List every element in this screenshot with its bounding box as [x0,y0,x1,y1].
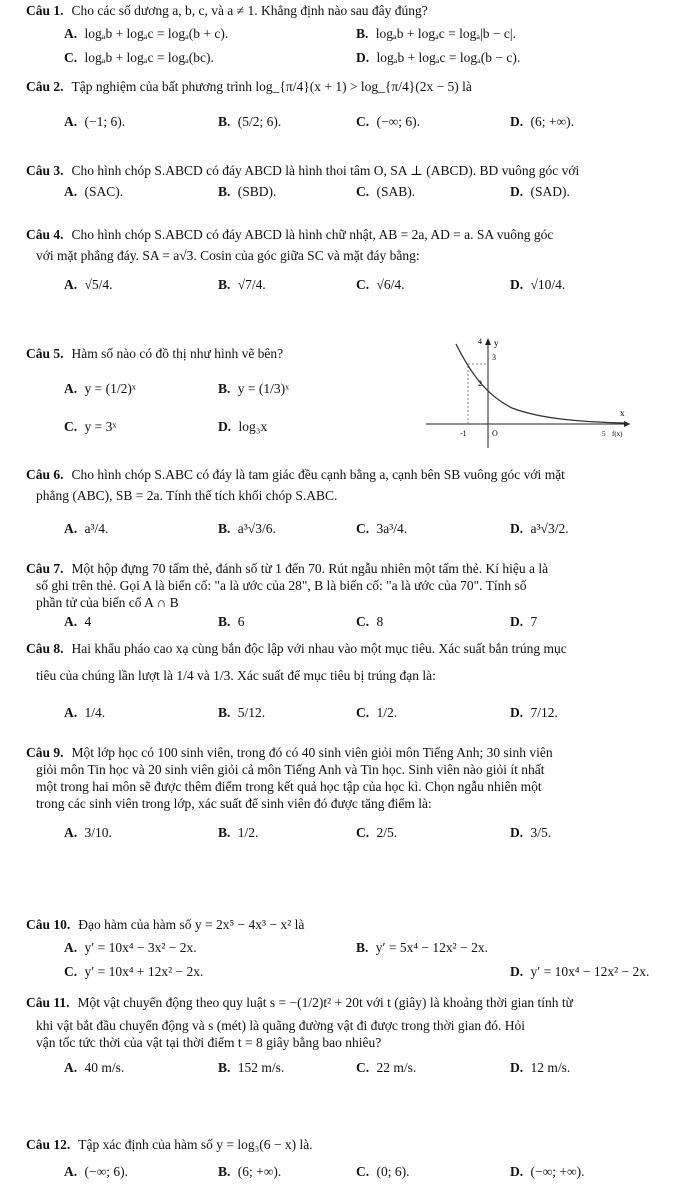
curve-label: f(x) [612,430,623,438]
y-axis-arrow-icon [485,338,491,345]
option-d[interactable]: D. log₃x [218,419,268,434]
option-b[interactable]: B. 152 m/s. [218,1060,285,1075]
question-text: tiêu của chúng lần lượt là 1/4 và 1/3. Xác suất để mục tiêu bị trúng đạn là: [36,668,436,683]
option-d[interactable]: D. (SAD). [510,184,570,199]
question-text: Cho hình chóp S.ABCD có đáy ABCD là hình thoi tâm O, SA ⊥ (ABCD). BD vuông góc với [71,163,580,178]
question-7 [26,560,679,633]
question-label: Câu 12. [26,1137,71,1152]
option-d[interactable]: D. (−∞; +∞). [510,1164,585,1179]
question-text: Tập xác định của hàm số y = log₃(6 − x) là. [78,1137,313,1152]
option-a[interactable]: A. (SAC). [64,184,124,199]
option-b[interactable]: B. √7/4. [218,277,266,292]
question-1 [26,2,679,69]
option-c[interactable]: C. 1/2. [356,705,398,720]
option-b[interactable]: B. y = (1/3)ˣ [218,381,290,396]
question-label: Câu 4. [26,227,64,242]
question-text: phẳng (ABC), SB = 2a. Tính thể tích khối chóp S.ABC. [36,488,338,503]
question-2 [26,78,679,133]
question-label: Câu 7. [26,561,64,576]
y-label: y [494,338,499,348]
question-text: với mặt phẳng đáy. SA = a√3. Cosin của góc giữa SC và mặt đáy bằng: [36,248,420,263]
question-text: Tập nghiệm của bất phương trình log_{π/4}(x + 1) > log_{π/4}(2x − 5) là [71,79,472,94]
option-d[interactable]: D. y′ = 10x⁴ − 12x² − 2x. [510,964,650,979]
option-b[interactable]: B. (5/2; 6). [218,114,282,129]
origin-label: O [492,429,498,438]
option-c[interactable]: C. 8 [356,614,384,629]
question-text: Hàm số nào có đồ thị như hình vẽ bên? [71,346,284,361]
tick-y2: 2 [478,379,482,388]
option-c[interactable]: C. y = 3ˣ [64,419,117,434]
question-text: Cho các số dương a, b, c, và a ≠ 1. Khẳng định nào sau đây đúng? [71,3,428,18]
question-text: Cho hình chóp S.ABC có đáy là tam giác đều cạnh bằng a, cạnh bên SB vuông góc với mặt [71,467,565,482]
question-text: giỏi môn Tin học và 20 sinh viên giỏi cả môn Tiếng Anh và Tin học. Sinh viên nào giỏi ít nhất [36,762,545,777]
option-a[interactable]: A. logₐb + logₐc = logₐ(b + c). [64,26,229,41]
option-d[interactable]: D. 7/12. [510,705,558,720]
question-12 [26,1136,679,1183]
question-10 [26,916,679,983]
option-a[interactable]: A. 3/10. [64,825,112,840]
question-label: Câu 8. [26,641,64,656]
option-d[interactable]: D. (6; +∞). [510,114,574,129]
question-text: một trong hai môn sẽ được thêm điểm trong kết quả học tập của học kì. Chọn ngẫu nhiên một [36,779,542,794]
question-text: số ghi trên thẻ. Gọi A là biến cố: "a là ước của 28", B là biến cố: "a là ước của 70". Tính số [36,578,527,593]
question-8 [26,640,679,724]
tick-x5: 5 [602,430,606,438]
option-d[interactable]: D. √10/4. [510,277,566,292]
question-label: Câu 1. [26,3,64,18]
option-a[interactable]: A. (−1; 6). [64,114,126,129]
option-c[interactable]: C. (0; 6). [356,1164,410,1179]
option-b[interactable]: B. (SBD). [218,184,277,199]
option-a[interactable]: A. √5/4. [64,277,113,292]
option-d[interactable]: D. 7 [510,614,538,629]
option-a[interactable]: A. 4 [64,614,92,629]
option-b[interactable]: B. y′ = 5x⁴ − 12x² − 2x. [356,940,488,955]
option-d[interactable]: D. a³√3/2. [510,521,569,536]
option-b[interactable]: B. (6; +∞). [218,1164,282,1179]
option-c[interactable]: C. 22 m/s. [356,1060,417,1075]
question-6 [26,466,679,540]
exponential-graph [416,336,636,456]
option-c[interactable]: C. 2/5. [356,825,398,840]
option-a[interactable]: A. 40 m/s. [64,1060,125,1075]
option-d[interactable]: D. logₐb + logₐc = logₐ(b − c). [356,50,521,65]
option-c[interactable]: C. y′ = 10x⁴ + 12x² − 2x. [64,964,204,979]
tick-y3: 3 [492,353,496,362]
question-text: Đạo hàm của hàm số y = 2x⁵ − 4x³ − x² là [78,917,305,932]
question-text: vận tốc tức thời của vật tại thời điểm t = 8 giây bằng bao nhiêu? [36,1035,382,1050]
option-d[interactable]: D. 3/5. [510,825,552,840]
question-label: Câu 6. [26,467,64,482]
question-9 [26,744,679,844]
option-b[interactable]: B. logₐb + logₐc = logₐ|b − c|. [356,26,516,41]
option-b[interactable]: B. 5/12. [218,705,266,720]
question-text: Cho hình chóp S.ABCD có đáy ABCD là hình chữ nhật, AB = 2a, AD = a. SA vuông góc [71,227,554,242]
tick-y4: 4 [478,337,482,346]
question-11 [26,994,679,1079]
question-text: trong các sinh viên trong lớp, xác suất để sinh viên đó được tăng điểm là: [36,796,432,811]
question-text: Một hộp đựng 70 tấm thẻ, đánh số từ 1 đến 70. Rút ngẫu nhiên một tấm thẻ. Kí hiệu a là [71,561,549,576]
option-c[interactable]: C. 3a³/4. [356,521,408,536]
question-text: Một vật chuyển động theo quy luật s = −(1/2)t² + 20t với t (giây) là khoảng thời gian tính từ [77,995,573,1010]
option-c[interactable]: C. logₐb + logₐc = logₐ(bc). [64,50,214,65]
option-b[interactable]: B. 6 [218,614,245,629]
option-b[interactable]: B. 1/2. [218,825,259,840]
x-label: x [620,408,625,418]
question-label: Câu 10. [26,917,71,932]
question-label: Câu 11. [26,995,70,1010]
question-text: Một lớp học có 100 sinh viên, trong đó có 40 sinh viên giỏi môn Tiếng Anh; 30 sinh viên [71,745,553,760]
option-c[interactable]: C. (−∞; 6). [356,114,420,129]
option-a[interactable]: A. y′ = 10x⁴ − 3x² − 2x. [64,940,197,955]
option-b[interactable]: B. a³√3/6. [218,521,276,536]
question-5 [26,345,391,438]
option-c[interactable]: C. (SAB). [356,184,416,199]
tick-xm1: -1 [460,429,467,438]
question-label: Câu 9. [26,745,64,760]
option-a[interactable]: A. 1/4. [64,705,106,720]
option-c[interactable]: C. √6/4. [356,277,405,292]
x-axis-arrow-icon [624,421,630,427]
question-text: khi vật bắt đầu chuyển động và s (mét) là quãng đường vật đi được trong thời gian đó. Hỏi [36,1018,525,1033]
question-label: Câu 5. [26,346,64,361]
question-text: phần tử của biến cố A ∩ B [36,595,179,610]
question-label: Câu 3. [26,163,64,178]
question-4 [26,226,679,296]
option-d[interactable]: D. 12 m/s. [510,1060,571,1075]
option-a[interactable]: A. y = (1/2)ˣ [64,381,136,396]
question-text: Hai khẩu pháo cao xạ cùng bắn độc lập với nhau vào một mục tiêu. Xác suất bắn trúng mục [71,641,567,656]
option-a[interactable]: A. (−∞; 6). [64,1164,128,1179]
question-3 [26,162,679,203]
option-a[interactable]: A. a³/4. [64,521,109,536]
question-label: Câu 2. [26,79,64,94]
